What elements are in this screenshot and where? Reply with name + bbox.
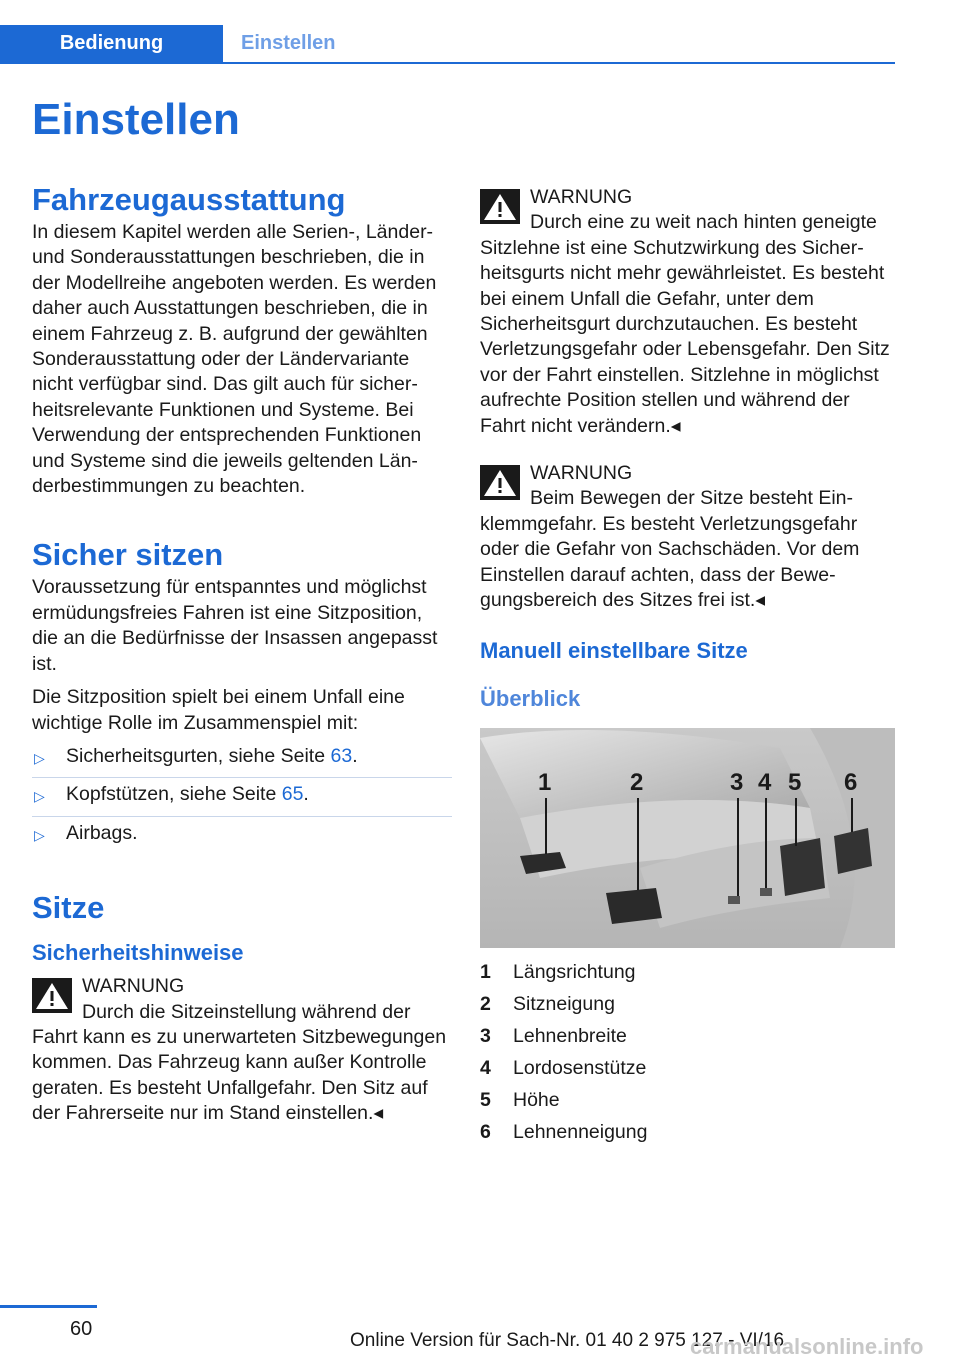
figure-label-2: 2 [630, 768, 644, 796]
list-item: ▷ Airbags. [32, 817, 452, 854]
section-text-fahrzeugausstattung: In diesem Kapitel werden alle Serien-, Länder- und Sonderausstattungen beschrieben, die in der Modellreihe angeboten werden. Es werden daher auch Ausstattungen beschrieben, die in einem Fahrzeug z. B. aufgrund der gewählten Sonderausstattung oder der Ländervariante nicht verfügbar sind. Das gilt auch für sicherheitsrelevante Funktionen und Systeme. Bei Verwendung der entsprechenden Funktionen und Systeme sind die jeweils geltenden Länderbestimmungen zu beachten. [32, 221, 437, 498]
section-text-sicher-sitzen-2: Die Sitzposition spielt bei einem Unfall eine wichtige Rolle im Zusammenspiel mit: [32, 686, 405, 734]
warning-title: WARNUNG [530, 462, 633, 485]
list-item: ▷ Sicherheitsgurten, siehe Seite 63. [32, 740, 452, 778]
section-text-sicher-sitzen-1: Voraussetzung für entspanntes und möglichst ermüdungsfreies Fahren ist eine Sitzposition, die an die Bedürfnisse der Insassen angepasst ist. [32, 576, 438, 675]
warning-title: WARNUNG [530, 186, 633, 208]
warning-block-3 [480, 461, 896, 613]
warning-text: Beim Bewegen der Sitze besteht Einklemmgefahr. Es besteht Verletzungsgefahr oder die Gefahr von Sachschäden. Vor dem Einstellen darauf achten, dass der Bewegungsbereich des Sitzes frei ist.◂ [480, 487, 860, 612]
seat-controls-figure [480, 728, 895, 948]
figure-label-6: 6 [844, 768, 858, 796]
subsection-title-ueberblick: Überblick [480, 685, 581, 711]
warning-text: Durch eine zu weit nach hinten geneigte Sitzlehne ist eine Schutzwirkung des Sicherheitsgurts nicht mehr gewährleistet. Es besteht bei einem Unfall die Gefahr, unter dem Sicherheitsgurt durchzutauchen. Es besteht Verletzungsgefahr oder Lebensgefahr. Den Sitz vor der Fahrt einstellen. Sitzlehne in möglichst aufrechte Position stellen und während der Fahrt nicht verändern.◂ [480, 211, 890, 437]
online-version-text: Online Version für Sach-Nr. 01 40 2 975 127 - VI/16 [350, 1330, 785, 1351]
triangle-bullet-icon: ▷ [34, 788, 45, 805]
page-number: 60 [70, 1318, 93, 1340]
legend-row: 3 Lehnenbreite [480, 1024, 627, 1047]
list-item: ▷ Kopfstützen, siehe Seite 65. [32, 778, 452, 816]
figure-label-4: 4 [758, 768, 772, 796]
tab-bedienung[interactable]: Bedienung [0, 25, 223, 62]
watermark: carmanualsonline.info [690, 1334, 924, 1359]
warning-triangle-icon [32, 978, 72, 1013]
tab-einstellen[interactable]: Einstellen [241, 32, 336, 54]
page-title: Einstellen [32, 95, 240, 144]
warning-block-1 [32, 974, 452, 1126]
warning-triangle-icon [480, 465, 520, 500]
section-title-sicher-sitzen: Sicher sitzen [32, 537, 224, 573]
page-link-65[interactable]: 65 [281, 783, 304, 806]
right-column [480, 185, 896, 1150]
section-title-fahrzeugausstattung: Fahrzeugausstattung [32, 182, 346, 217]
triangle-bullet-icon: ▷ [34, 826, 45, 843]
subsection-title-manuell: Manuell einstellbare Sitze [480, 637, 748, 663]
figure-legend [480, 958, 896, 1150]
warning-text: Durch die Sitzeinstellung während der Fahrt kann es zu unerwarteten Sitzbewegungen kommen. Das Fahrzeug kann außer Kontrolle geraten. Es besteht Unfallgefahr. Den Sitz auf der Fahrerseite nur im Stand einstellen.◂ [32, 1000, 447, 1125]
legend-row: 5 Höhe [480, 1088, 560, 1111]
section-title-sitze: Sitze [32, 890, 105, 926]
footer-rule [0, 1305, 97, 1308]
page-link-63[interactable]: 63 [330, 744, 353, 767]
legend-row: 4 Lordosenstütze [480, 1056, 647, 1079]
legend-row: 1 Längsrichtung [480, 960, 636, 983]
warning-title: WARNUNG [82, 975, 185, 998]
triangle-bullet-icon: ▷ [34, 749, 45, 766]
header-tabs [0, 25, 895, 64]
left-column [32, 180, 452, 1127]
figure-label-5: 5 [788, 768, 802, 796]
figure-label-1: 1 [538, 768, 552, 796]
warning-block-2 [480, 185, 896, 439]
warning-triangle-icon [480, 189, 520, 224]
legend-row: 6 Lehnenneigung [480, 1120, 648, 1143]
seat-illustration [480, 728, 895, 948]
bullet-list [32, 740, 452, 854]
figure-label-3: 3 [730, 768, 744, 796]
subsection-title-sicherheitshinweise: Sicherheitshinweise [32, 940, 244, 966]
legend-row: 2 Sitzneigung [480, 992, 615, 1015]
